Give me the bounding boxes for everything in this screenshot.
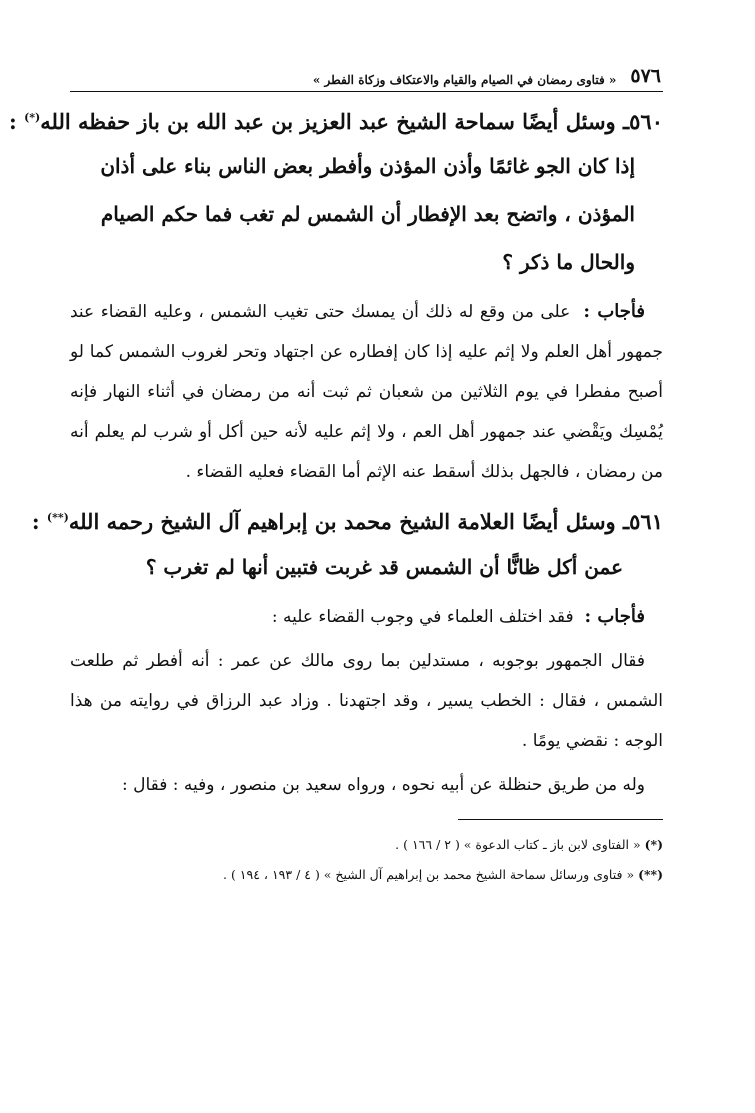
answer-561-label: فأجاب :	[584, 606, 645, 627]
footnote-1-text: « الفتاوى لابن باز ـ كتاب الدعوة » ( ٢ / ١٦٦ ) .	[395, 837, 641, 852]
question-560-text	[70, 142, 663, 286]
answer-560	[70, 292, 663, 492]
page-number: ٥٧٦	[630, 65, 661, 87]
answer-560-label: فأجاب :	[583, 300, 645, 322]
question-560-heading	[9, 106, 663, 138]
footnote-ref-1: (*)	[24, 111, 41, 124]
page-header	[70, 0, 663, 92]
footnote-1-mark: (*)	[644, 837, 663, 852]
footnote-divider	[458, 819, 663, 820]
question-561-heading-text: ٥٦١ـ وسئل أيضًا العلامة الشيخ محمد بن إبراهيم آل الشيخ رحمه الله	[68, 508, 663, 534]
answer-561-intro	[70, 597, 663, 637]
question-560-heading-text: ٥٦٠ـ وسئل أيضًا سماحة الشيخ عبد العزيز بن عبد الله بن باز حفظه الله	[40, 109, 663, 134]
question-561-heading	[31, 506, 663, 538]
footnote-2	[70, 860, 663, 890]
footnote-2-mark: (**)	[638, 867, 663, 882]
question-560-line: والحال ما ذكر ؟	[502, 249, 635, 274]
heading-colon: :	[31, 508, 47, 534]
footnote-ref-2: (**)	[46, 510, 69, 524]
question-560-line: المؤذن ، واتضح بعد الإفطار أن الشمس لم تغب فما حكم الصيام	[100, 201, 635, 226]
question-560-line: إذا كان الجو غائمًا وأذن المؤذن وأفطر بعض الناس بناء على أذان	[100, 153, 635, 178]
answer-561-intro-text: فقد اختلف العلماء في وجوب القضاء عليه :	[271, 607, 574, 627]
running-title: « فتاوى رمضان في الصيام والقيام والاعتكاف وزكاة الفطر »	[312, 73, 617, 87]
answer-561-paragraph-1: فقال الجمهور بوجوبه ، مستدلين بما روى مالك عن عمر : أنه أفطر ثم طلعت الشمس ، فقال : الخطب يسير ، وقد اجتهدنا . وزاد عبد الرزاق في روايته من هذا الوجه : نقضي يومًا .	[70, 651, 663, 751]
footnote-1	[70, 830, 663, 860]
answer-561-paragraph-2: وله من طريق حنظلة عن أبيه نحوه ، ورواه سعيد بن منصور ، وفيه : فقال :	[122, 775, 645, 795]
question-561-text: عمن أكل ظانًّا أن الشمس قد غربت فتبين أنها لم تغرب ؟	[145, 555, 623, 579]
heading-colon: :	[9, 109, 25, 134]
answer-560-text: على من وقع له ذلك أن يمسك حتى تغيب الشمس ، وعليه القضاء عند جمهور أهل العلم ولا إثم عليه إذا كان إفطاره عن اجتهاد وتحر لغروب الشمس كما لو أصبح مفطرا في يوم الثلاثين من شعبان ثم ثبت أنه من رمضان في أثناء النهار فإنه يُمْسِك ويَقْضي عند جمهور أهل العم ، ولا إثم عليه لأنه حين أكل أو شرب لم يعلم أنه من رمضان ، فالجهل بذلك أسقط عنه الإثم أما القضاء فعليه القضاء .	[70, 301, 663, 482]
footnote-2-text: « فتاوى ورسائل سماحة الشيخ محمد بن إبراهيم آل الشيخ » ( ٤ / ١٩٣ ، ١٩٤ ) .	[223, 867, 635, 882]
